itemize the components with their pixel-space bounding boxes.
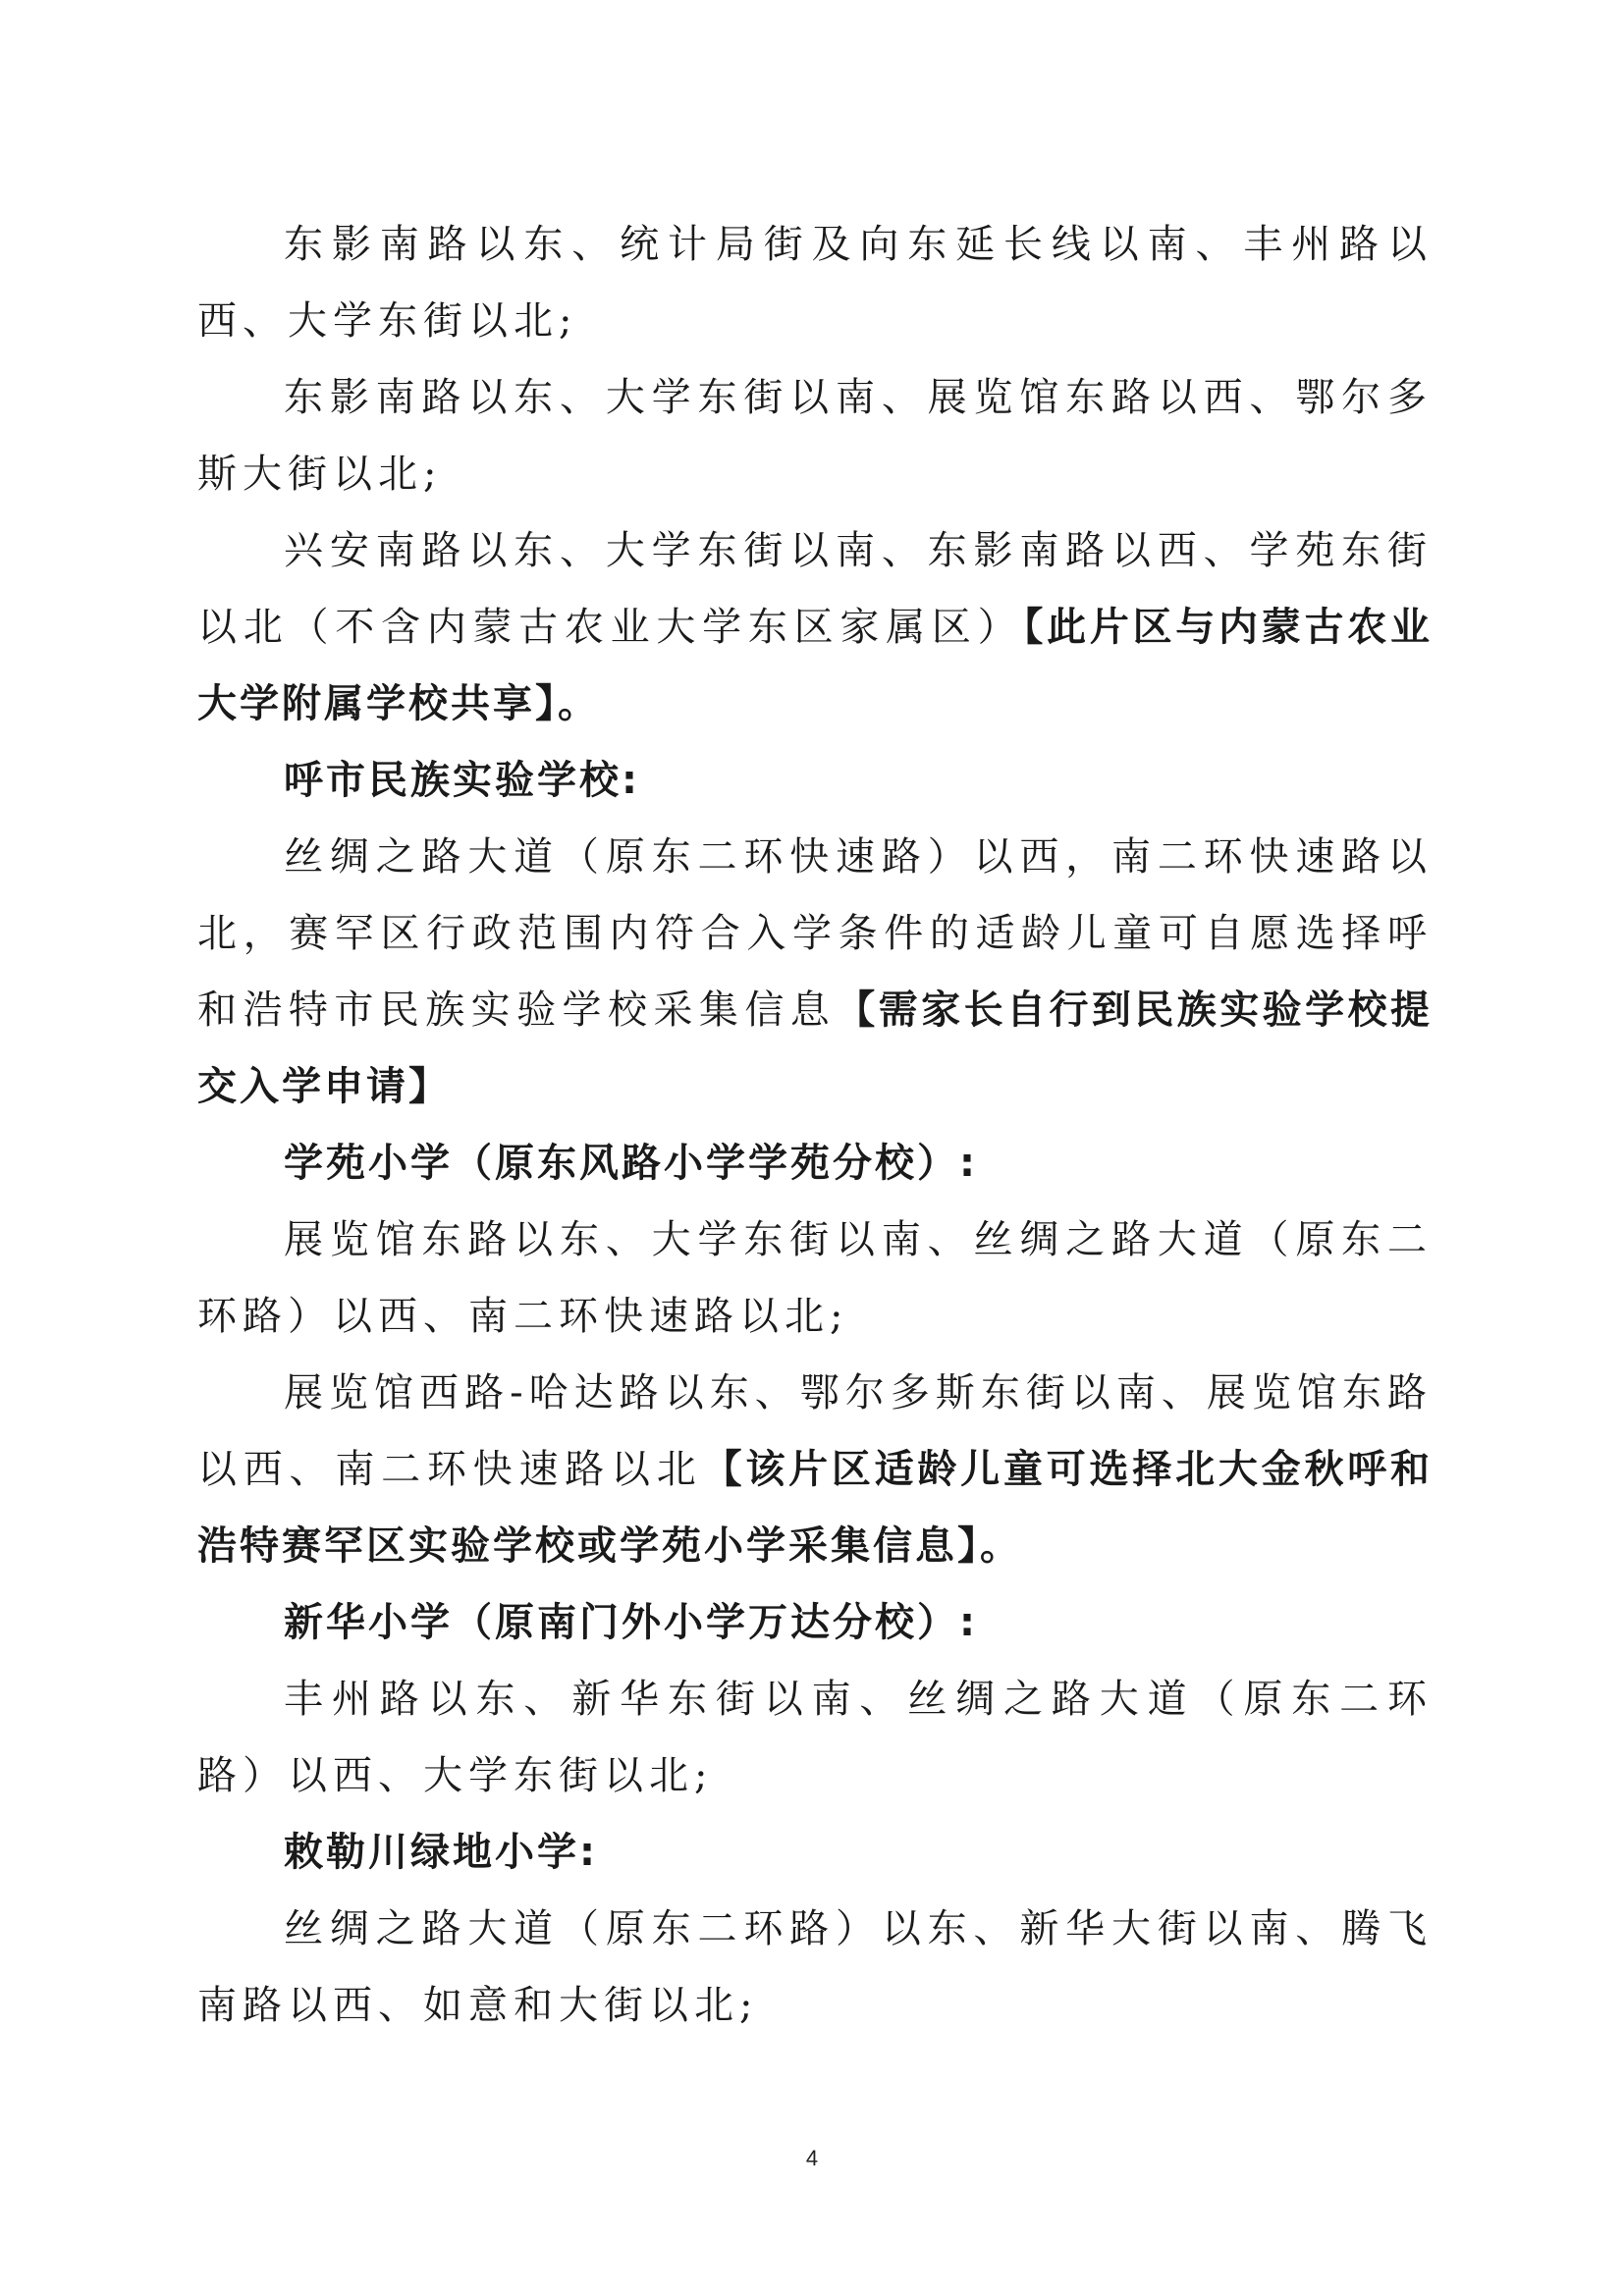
section-heading-xueyuan: 学苑小学（原东风路小学学苑分校）:	[284, 1141, 978, 1186]
paragraph-text: 展览馆东路以东、大学东街以南、丝绸之路大道（原东二环路）以西、南二环快速路以北;	[197, 1217, 1433, 1339]
page-number: 4	[805, 2146, 819, 2170]
paragraph-note: 【需家长自行到民族实验学校提交入学申请】	[197, 988, 1434, 1109]
section-heading-minzu: 呼市民族实验学校:	[284, 758, 640, 803]
section-xueyuan-paragraph-2	[197, 1355, 1433, 1584]
paragraph-text: 东影南路以东、统计局街及向东延长线以南、丰州路以西、大学东街以北;	[197, 222, 1433, 344]
paragraph-2	[197, 359, 1433, 512]
section-heading-xinhua: 新华小学（原南门外小学万达分校）:	[284, 1600, 978, 1645]
document-body	[197, 206, 1433, 2044]
section-chilechuan-paragraph-1	[197, 1891, 1433, 2044]
paragraph-note: 【该片区适龄儿童可选择北大金秋呼和浩特赛罕区实验学校或学苑小学采集信息】。	[197, 1447, 1434, 1569]
paragraph-text: 展览馆西路-哈达路以东、鄂尔多斯东街以南、展览馆东路以西、南二环快速路以北	[197, 1370, 1433, 1492]
paragraph-note: 【此片区与内蒙古农业大学附属学校共享】。	[197, 605, 1434, 726]
paragraph-text: 丝绸之路大道（原东二环快速路）以西，南二环快速路以北，赛罕区行政范围内符合入学条件的适龄儿童可自愿选择呼和浩特市民族实验学校采集信息	[197, 834, 1433, 1033]
section-xueyuan-paragraph-1	[197, 1201, 1433, 1355]
section-heading-chilechuan: 敕勒川绿地小学:	[284, 1830, 598, 1875]
paragraph-1	[197, 206, 1433, 359]
paragraph-text: 东影南路以东、大学东街以南、展览馆东路以西、鄂尔多斯大街以北;	[197, 375, 1433, 497]
section-xinhua-paragraph-1	[197, 1661, 1433, 1814]
paragraph-text: 兴安南路以东、大学东街以南、东影南路以西、学苑东街以北（不含内蒙古农业大学东区家属区）	[197, 528, 1433, 650]
paragraph-3	[197, 512, 1433, 742]
section-minzu-paragraph-1	[197, 819, 1433, 1125]
paragraph-text: 丝绸之路大道（原东二环路）以东、新华大街以南、腾飞南路以西、如意和大街以北;	[197, 1906, 1433, 2028]
paragraph-text: 丰州路以东、新华东街以南、丝绸之路大道（原东二环路）以西、大学东街以北;	[197, 1677, 1433, 1798]
